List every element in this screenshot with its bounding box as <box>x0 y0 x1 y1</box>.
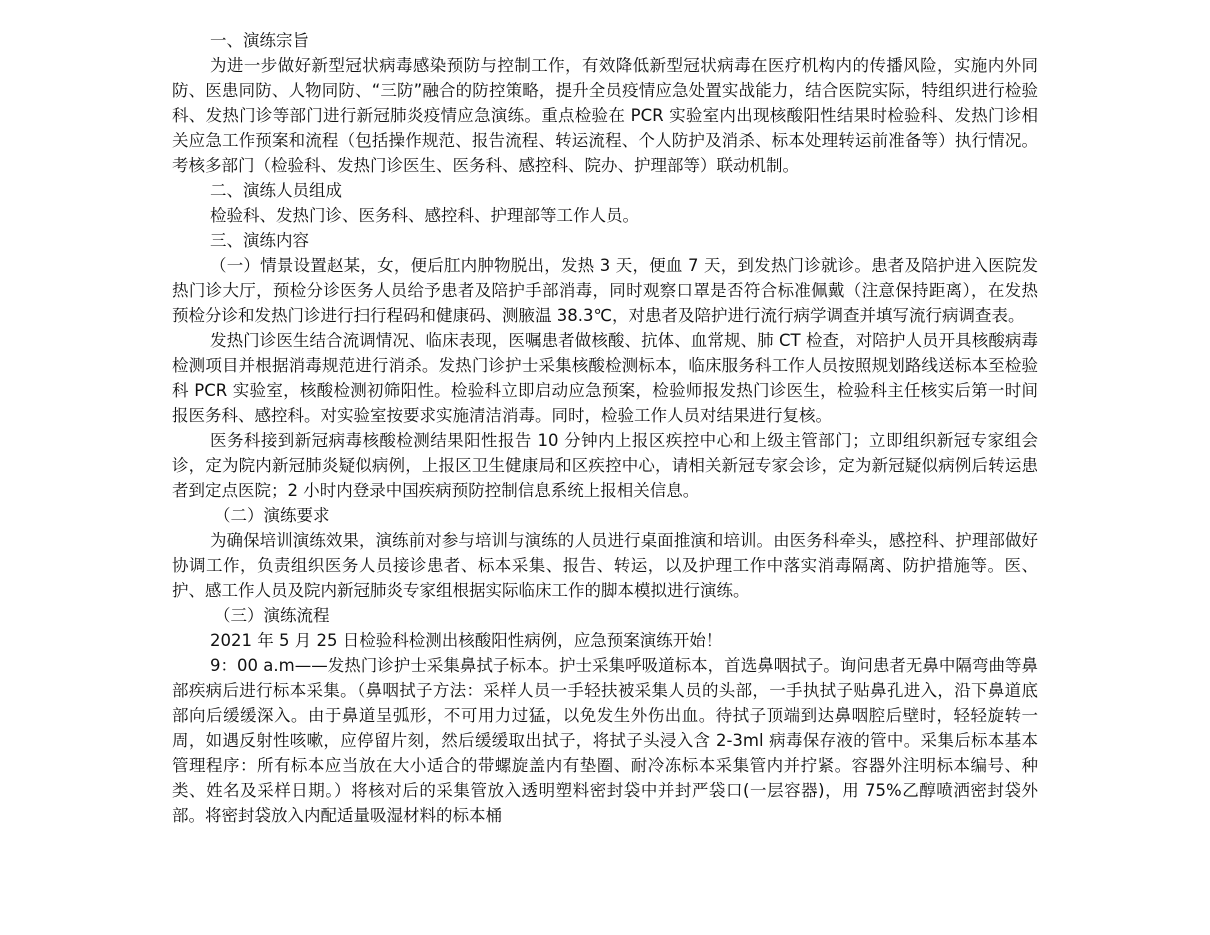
drill-requirements-title: （二）演练要求 <box>214 506 330 525</box>
section-1-paragraph: 为进一步做好新型冠状病毒感染预防与控制工作，有效降低新型冠状病毒在医疗机构内的传播风险，实施内外同防、医患同防、人物同防、“三防”融合的防控策略，提升全员疫情应急处置实战能力，结合医院实际，特组织进行检验科、发热门诊等部门进行新冠肺炎疫情应急演练。重点检验在 PCR 实验室内出现核酸阳性结果时检验科、发热门诊相关应急工作预案和流程（包括操作规范、报告流程、转运流程、个人防护及消杀、标本处理转运前准备等）执行情况。考核多部门（检验科、发热门诊医生、医务科、感控科、院办、护理部等）联动机制。 <box>172 56 1038 175</box>
section-3-title: 三、演练内容 <box>210 231 309 250</box>
document-page <box>172 28 1038 828</box>
drill-process-title: （三）演练流程 <box>214 606 330 625</box>
sampling-paragraph: 9：00 a.m——发热门诊护士采集鼻拭子标本。护士采集呼吸道标本，首选鼻咽拭子。询问患者无鼻中隔弯曲等鼻部疾病后进行标本采集。（鼻咽拭子方法：采样人员一手轻扶被采集人员的头部，一手执拭子贴鼻孔进入，沿下鼻道底部向后缓缓深入。由于鼻道呈弧形，不可用力过猛，以免发生外伤出血。待拭子顶端到达鼻咽腔后壁时，轻轻旋转一周，如遇反射性咳嗽，应停留片刻，然后缓缓取出拭子，将拭子头浸入含 2-3ml 病毒保存液的管中。采集后标本基本管理程序：所有标本应当放在大小适合的带螺旋盖内有垫圈、耐冷冻标本采集管内并拧紧。容器外注明标本编号、种类、姓名及采样日期。）将核对后的采集管放入透明塑料密封袋中并封严袋口(一层容器)，用 75%乙醇喷洒密封袋外部。将密封袋放入内配适量吸湿材料的标本桶 <box>172 656 1038 825</box>
drill-requirements-paragraph: 为确保培训演练效果，演练前对参与培训与演练的人员进行桌面推演和培训。由医务科牵头，感控科、护理部做好协调工作，负责组织医务人员接诊患者、标本采集、报告、转运，以及护理工作中落实消毒隔离、防护措施等。医、护、感工作人员及院内新冠肺炎专家组根据实际临床工作的脚本模拟进行演练。 <box>172 531 1038 600</box>
scenario-paragraph: （一）情景设置赵某，女，便后肛内肿物脱出，发热 3 天，便血 7 天，到发热门诊就诊。患者及陪护进入医院发热门诊大厅，预检分诊医务人员给予患者及陪护手部消毒，同时观察口罩是否符合标准佩戴（注意保持距离），在发热预检分诊和发热门诊进行扫行程码和健康码、测腋温 38.3℃，对患者及陪护进行流行病学调查并填写流行病调查表。 <box>172 256 1038 325</box>
section-2-paragraph: 检验科、发热门诊、医务科、感控科、护理部等工作人员。 <box>210 206 639 225</box>
section-2-title: 二、演练人员组成 <box>210 181 342 200</box>
medical-dept-paragraph: 医务科接到新冠病毒核酸检测结果阳性报告 10 分钟内上报区疾控中心和上级主管部门；立即组织新冠专家组会诊，定为院内新冠肺炎疑似病例，上报区卫生健康局和区疾控中心，请相关新冠专家会诊，定为新冠疑似病例后转运患者到定点医院；2 小时内登录中国疾病预防控制信息系统上报相关信息。 <box>172 431 1038 500</box>
section-1-title: 一、演练宗旨 <box>210 31 309 50</box>
drill-start-paragraph: 2021 年 5 月 25 日检验科检测出核酸阳性病例，应急预案演练开始！ <box>210 631 723 650</box>
fever-clinic-paragraph: 发热门诊医生结合流调情况、临床表现，医嘱患者做核酸、抗体、血常规、肺 CT 检查，对陪护人员开具核酸病毒检测项目并根据消毒规范进行消杀。发热门诊护士采集核酸检测标本，临床服务科工作人员按照规划路线送标本至检验科 PCR 实验室，核酸检测初筛阳性。检验科立即启动应急预案，检验师报发热门诊医生，检验科主任核实后第一时间报医务科、感控科。对实验室按要求实施清洁消毒。同时，检验工作人员对结果进行复核。 <box>172 331 1038 425</box>
